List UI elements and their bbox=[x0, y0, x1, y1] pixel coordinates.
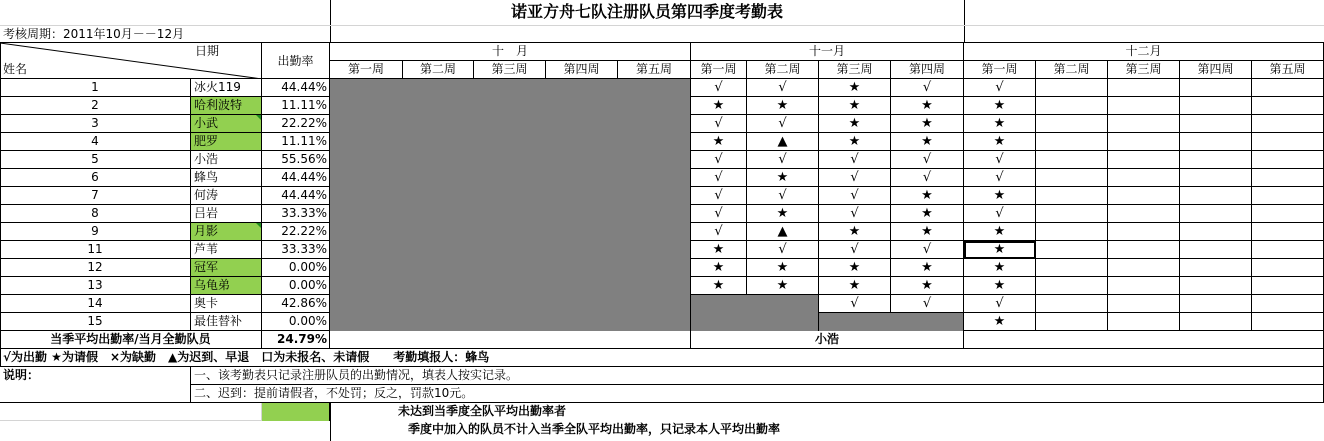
attendance-cell[interactable] bbox=[1252, 79, 1324, 97]
late-join-block bbox=[819, 313, 964, 331]
summary-label[interactable]: 当季平均出勤率/当月全勤队员 bbox=[0, 331, 262, 349]
attendance-cell[interactable] bbox=[1108, 277, 1180, 295]
attendance-cell[interactable] bbox=[1252, 115, 1324, 133]
sheet-title: 诺亚方舟七队注册队员第四季度考勤表 bbox=[510, 2, 783, 21]
summary-blank-right[interactable] bbox=[964, 331, 1324, 349]
name-label: 姓名 bbox=[3, 62, 28, 76]
attendance-cell[interactable]: √ bbox=[819, 205, 891, 223]
attendance-cell[interactable]: √ bbox=[964, 295, 1036, 313]
comment-indicator-icon bbox=[256, 223, 261, 228]
attendance-cell[interactable]: √ bbox=[691, 223, 747, 241]
attendance-rate[interactable]: 11.11% bbox=[262, 97, 330, 115]
member-number[interactable]: 9 bbox=[0, 223, 191, 241]
attendance-rate[interactable]: 22.22% bbox=[262, 223, 330, 241]
week-header[interactable]: 第四周 bbox=[1180, 61, 1252, 79]
week-header[interactable]: 第三周 bbox=[474, 61, 546, 79]
attendance-cell[interactable]: √ bbox=[691, 115, 747, 133]
week-header[interactable]: 第四周 bbox=[891, 61, 964, 79]
attendance-cell[interactable] bbox=[1180, 151, 1252, 169]
attendance-cell[interactable]: √ bbox=[691, 205, 747, 223]
week-header[interactable]: 第五周 bbox=[618, 61, 691, 79]
attendance-cell[interactable]: ★ bbox=[891, 259, 964, 277]
attendance-rate[interactable]: 0.00% bbox=[262, 259, 330, 277]
attendance-cell[interactable]: ★ bbox=[891, 187, 964, 205]
member-name[interactable]: 哈利波特 bbox=[191, 97, 262, 115]
attendance-cell[interactable]: √ bbox=[747, 187, 819, 205]
attendance-cell[interactable]: ★ bbox=[747, 205, 819, 223]
member-number[interactable]: 14 bbox=[0, 295, 191, 313]
attendance-cell[interactable] bbox=[1036, 115, 1108, 133]
attendance-cell[interactable] bbox=[1108, 97, 1180, 115]
attendance-cell[interactable]: ★ bbox=[819, 259, 891, 277]
green-swatch[interactable] bbox=[262, 403, 330, 421]
attendance-cell[interactable]: ★ bbox=[747, 277, 819, 295]
attendance-cell[interactable] bbox=[1252, 295, 1324, 313]
attendance-cell[interactable] bbox=[1108, 151, 1180, 169]
diagonal-header-cell[interactable] bbox=[0, 43, 262, 79]
week-header[interactable]: 第四周 bbox=[546, 61, 618, 79]
attendance-rate[interactable]: 33.33% bbox=[262, 205, 330, 223]
attendance-cell[interactable]: ★ bbox=[819, 79, 891, 97]
summary-rate[interactable]: 24.79% bbox=[262, 331, 330, 349]
week-header[interactable]: 第三周 bbox=[819, 61, 891, 79]
attendance-cell[interactable] bbox=[1036, 79, 1108, 97]
late-join-block bbox=[691, 295, 819, 331]
notes-line-2[interactable]: 二、迟到：提前请假者，不处罚；反之，罚款10元。 bbox=[191, 385, 1324, 403]
attendance-cell[interactable]: ★ bbox=[891, 205, 964, 223]
attendance-cell[interactable] bbox=[1180, 169, 1252, 187]
attendance-cell[interactable] bbox=[1108, 115, 1180, 133]
attendance-cell[interactable] bbox=[1180, 223, 1252, 241]
member-number[interactable]: 11 bbox=[0, 241, 191, 259]
notes-label[interactable]: 说明： bbox=[0, 367, 191, 403]
attendance-cell[interactable] bbox=[1036, 223, 1108, 241]
legend-row[interactable]: √为出勤 ★为请假 ×为缺勤 ▲为迟到、早退 口为未报名、未请假 考勤填报人：蜂鸟 bbox=[0, 349, 1324, 367]
attendance-cell[interactable]: √ bbox=[964, 151, 1036, 169]
attendance-cell[interactable]: ★ bbox=[964, 259, 1036, 277]
attendance-cell[interactable] bbox=[1180, 241, 1252, 259]
attendance-cell[interactable]: ★ bbox=[891, 133, 964, 151]
attendance-cell[interactable]: ★ bbox=[964, 223, 1036, 241]
attendance-cell[interactable]: ★ bbox=[891, 97, 964, 115]
member-name[interactable]: 冠军 bbox=[191, 259, 262, 277]
attendance-cell[interactable] bbox=[1252, 277, 1324, 295]
attendance-cell[interactable]: ★ bbox=[691, 241, 747, 259]
attendance-cell[interactable] bbox=[1036, 169, 1108, 187]
member-name[interactable]: 吕岩 bbox=[191, 205, 262, 223]
member-name[interactable]: 冰火119 bbox=[191, 79, 262, 97]
member-name[interactable]: 乌龟弟 bbox=[191, 277, 262, 295]
attendance-cell[interactable]: ★ bbox=[691, 259, 747, 277]
attendance-cell[interactable] bbox=[1252, 223, 1324, 241]
attendance-cell[interactable]: √ bbox=[819, 295, 891, 313]
member-name[interactable]: 何涛 bbox=[191, 187, 262, 205]
attendance-cell[interactable]: √ bbox=[891, 295, 964, 313]
attendance-cell[interactable]: ★ bbox=[964, 97, 1036, 115]
attendance-cell[interactable] bbox=[1036, 205, 1108, 223]
member-name[interactable]: 芦苇 bbox=[191, 241, 262, 259]
blank-cell[interactable] bbox=[0, 403, 262, 421]
attendance-cell[interactable] bbox=[1108, 79, 1180, 97]
attendance-cell[interactable] bbox=[1180, 277, 1252, 295]
attendance-cell[interactable] bbox=[1036, 277, 1108, 295]
attendance-cell[interactable] bbox=[1180, 295, 1252, 313]
member-number[interactable]: 6 bbox=[0, 169, 191, 187]
member-number[interactable]: 15 bbox=[0, 313, 191, 331]
attendance-cell[interactable]: ★ bbox=[691, 133, 747, 151]
member-number[interactable]: 12 bbox=[0, 259, 191, 277]
full-attendance-member[interactable]: 小浩 bbox=[691, 331, 964, 349]
attendance-cell[interactable] bbox=[1252, 187, 1324, 205]
attendance-cell[interactable]: √ bbox=[819, 169, 891, 187]
attendance-cell[interactable]: ★ bbox=[891, 223, 964, 241]
attendance-rate[interactable]: 11.11% bbox=[262, 133, 330, 151]
attendance-cell[interactable] bbox=[1252, 205, 1324, 223]
attendance-cell[interactable] bbox=[1180, 313, 1252, 331]
member-number[interactable]: 5 bbox=[0, 151, 191, 169]
attendance-cell[interactable]: √ bbox=[691, 151, 747, 169]
attendance-rate[interactable]: 0.00% bbox=[262, 277, 330, 295]
attendance-cell[interactable] bbox=[1180, 115, 1252, 133]
attendance-cell[interactable]: √ bbox=[747, 115, 819, 133]
attendance-cell[interactable] bbox=[1108, 187, 1180, 205]
attendance-cell[interactable]: √ bbox=[819, 151, 891, 169]
attendance-cell[interactable] bbox=[1108, 259, 1180, 277]
attendance-cell[interactable]: ★ bbox=[964, 115, 1036, 133]
attendance-cell[interactable] bbox=[1036, 313, 1108, 331]
attendance-cell[interactable] bbox=[1108, 241, 1180, 259]
notes-line-1[interactable]: 一、该考勤表只记录注册队员的出勤情况，填表人按实记录。 bbox=[191, 367, 1324, 385]
week-header[interactable]: 第二周 bbox=[747, 61, 819, 79]
diagonal-line bbox=[0, 43, 262, 79]
attendance-cell[interactable] bbox=[1108, 205, 1180, 223]
attendance-cell[interactable] bbox=[1108, 169, 1180, 187]
member-name[interactable]: 月影 bbox=[191, 223, 262, 241]
attendance-cell[interactable] bbox=[1252, 151, 1324, 169]
attendance-cell[interactable] bbox=[1108, 223, 1180, 241]
member-number[interactable]: 8 bbox=[0, 205, 191, 223]
attendance-cell[interactable] bbox=[1252, 313, 1324, 331]
attendance-cell[interactable] bbox=[1108, 133, 1180, 151]
title-gridline bbox=[0, 25, 1324, 26]
member-name[interactable]: 小浩 bbox=[191, 151, 262, 169]
attendance-cell[interactable] bbox=[1036, 133, 1108, 151]
left-border bbox=[0, 43, 1, 367]
attendance-rate[interactable]: 33.33% bbox=[262, 241, 330, 259]
attendance-cell[interactable]: ★ bbox=[964, 187, 1036, 205]
week-header[interactable]: 第一周 bbox=[964, 61, 1036, 79]
attendance-cell[interactable]: √ bbox=[964, 205, 1036, 223]
attendance-cell[interactable]: √ bbox=[747, 151, 819, 169]
attendance-cell[interactable]: ★ bbox=[691, 277, 747, 295]
bottom-note[interactable]: 季度中加入的队员不计入当季全队平均出勤率，只记录本人平均出勤率 bbox=[408, 422, 781, 436]
member-number[interactable]: 13 bbox=[0, 277, 191, 295]
attendance-cell[interactable] bbox=[1180, 97, 1252, 115]
title-right-border bbox=[964, 0, 965, 43]
member-name[interactable]: 蜂鸟 bbox=[191, 169, 262, 187]
attendance-cell[interactable]: ★ bbox=[747, 169, 819, 187]
member-number[interactable]: 2 bbox=[0, 97, 191, 115]
attendance-cell[interactable]: ★ bbox=[964, 313, 1036, 331]
attendance-cell[interactable] bbox=[1252, 241, 1324, 259]
week-header[interactable]: 第二周 bbox=[403, 61, 474, 79]
attendance-cell[interactable] bbox=[1180, 187, 1252, 205]
week-header[interactable]: 第一周 bbox=[330, 61, 403, 79]
member-number[interactable]: 7 bbox=[0, 187, 191, 205]
attendance-rate[interactable]: 44.44% bbox=[262, 169, 330, 187]
attendance-rate[interactable]: 44.44% bbox=[262, 79, 330, 97]
attendance-cell[interactable] bbox=[1252, 259, 1324, 277]
attendance-cell[interactable]: ★ bbox=[819, 115, 891, 133]
member-name[interactable]: 最佳替补 bbox=[191, 313, 262, 331]
attendance-rate[interactable]: 44.44% bbox=[262, 187, 330, 205]
month-header[interactable]: 十 月 bbox=[330, 43, 691, 61]
member-number[interactable]: 3 bbox=[0, 115, 191, 133]
comment-indicator-icon bbox=[256, 115, 261, 120]
attendance-cell[interactable]: ★ bbox=[747, 97, 819, 115]
attendance-cell[interactable]: √ bbox=[891, 169, 964, 187]
attendance-cell[interactable] bbox=[1108, 313, 1180, 331]
bottom-divider bbox=[330, 403, 331, 441]
attendance-cell[interactable]: ★ bbox=[891, 115, 964, 133]
attendance-cell[interactable] bbox=[1180, 79, 1252, 97]
attendance-cell[interactable]: ★ bbox=[819, 97, 891, 115]
attendance-cell[interactable]: √ bbox=[891, 241, 964, 259]
attendance-cell[interactable]: ★ bbox=[964, 133, 1036, 151]
attendance-rate[interactable]: 42.86% bbox=[262, 295, 330, 313]
october-unrecorded-block bbox=[330, 79, 691, 331]
attendance-cell[interactable]: ★ bbox=[691, 97, 747, 115]
green-note[interactable]: 未达到当季度全队平均出勤率者 bbox=[398, 404, 567, 418]
attendance-cell[interactable] bbox=[1180, 133, 1252, 151]
attendance-cell[interactable] bbox=[1036, 151, 1108, 169]
attendance-cell[interactable]: ★ bbox=[819, 133, 891, 151]
week-header[interactable]: 第五周 bbox=[1252, 61, 1324, 79]
attendance-cell[interactable]: √ bbox=[747, 79, 819, 97]
rate-header[interactable]: 出勤率 bbox=[262, 43, 330, 79]
member-name[interactable]: 小武 bbox=[191, 115, 262, 133]
attendance-cell[interactable] bbox=[1252, 97, 1324, 115]
period-label[interactable]: 考核周期：2011年10月－－12月 bbox=[3, 27, 185, 41]
attendance-cell[interactable] bbox=[1036, 259, 1108, 277]
attendance-cell[interactable]: √ bbox=[747, 241, 819, 259]
header-top-border bbox=[0, 42, 1324, 43]
attendance-cell[interactable] bbox=[1180, 259, 1252, 277]
attendance-cell[interactable] bbox=[1036, 295, 1108, 313]
title-left-border bbox=[330, 0, 331, 43]
attendance-rate[interactable]: 22.22% bbox=[262, 115, 330, 133]
attendance-cell[interactable]: √ bbox=[891, 151, 964, 169]
member-name[interactable]: 肥罗 bbox=[191, 133, 262, 151]
attendance-cell[interactable]: √ bbox=[891, 79, 964, 97]
attendance-cell[interactable]: √ bbox=[964, 169, 1036, 187]
attendance-cell[interactable] bbox=[1036, 241, 1108, 259]
date-label: 日期 bbox=[195, 44, 220, 58]
attendance-cell[interactable]: √ bbox=[691, 79, 747, 97]
month-header[interactable]: 十二月 bbox=[964, 43, 1324, 61]
attendance-cell[interactable] bbox=[1036, 187, 1108, 205]
attendance-cell[interactable]: ★ bbox=[747, 259, 819, 277]
attendance-cell[interactable]: √ bbox=[691, 169, 747, 187]
attendance-rate[interactable]: 0.00% bbox=[262, 313, 330, 331]
attendance-cell[interactable]: √ bbox=[964, 79, 1036, 97]
attendance-cell[interactable]: ▲ bbox=[747, 223, 819, 241]
attendance-cell[interactable]: ★ bbox=[819, 277, 891, 295]
attendance-cell[interactable]: ★ bbox=[964, 241, 1036, 259]
member-number[interactable]: 4 bbox=[0, 133, 191, 151]
member-name[interactable]: 奥卡 bbox=[191, 295, 262, 313]
attendance-cell[interactable]: √ bbox=[691, 187, 747, 205]
attendance-cell[interactable] bbox=[1180, 205, 1252, 223]
member-number[interactable]: 1 bbox=[0, 79, 191, 97]
week-header[interactable]: 第二周 bbox=[1036, 61, 1108, 79]
attendance-cell[interactable]: ★ bbox=[819, 223, 891, 241]
attendance-cell[interactable]: √ bbox=[819, 187, 891, 205]
summary-blank[interactable] bbox=[330, 331, 691, 349]
attendance-cell[interactable] bbox=[1036, 97, 1108, 115]
attendance-cell[interactable] bbox=[1108, 295, 1180, 313]
week-header[interactable]: 第一周 bbox=[691, 61, 747, 79]
attendance-cell[interactable]: ▲ bbox=[747, 133, 819, 151]
week-header[interactable]: 第三周 bbox=[1108, 61, 1180, 79]
attendance-cell[interactable]: ★ bbox=[964, 277, 1036, 295]
attendance-cell[interactable]: √ bbox=[819, 241, 891, 259]
attendance-cell[interactable] bbox=[1252, 169, 1324, 187]
attendance-cell[interactable] bbox=[1252, 133, 1324, 151]
attendance-rate[interactable]: 55.56% bbox=[262, 151, 330, 169]
attendance-cell[interactable]: ★ bbox=[891, 277, 964, 295]
month-header[interactable]: 十一月 bbox=[691, 43, 964, 61]
